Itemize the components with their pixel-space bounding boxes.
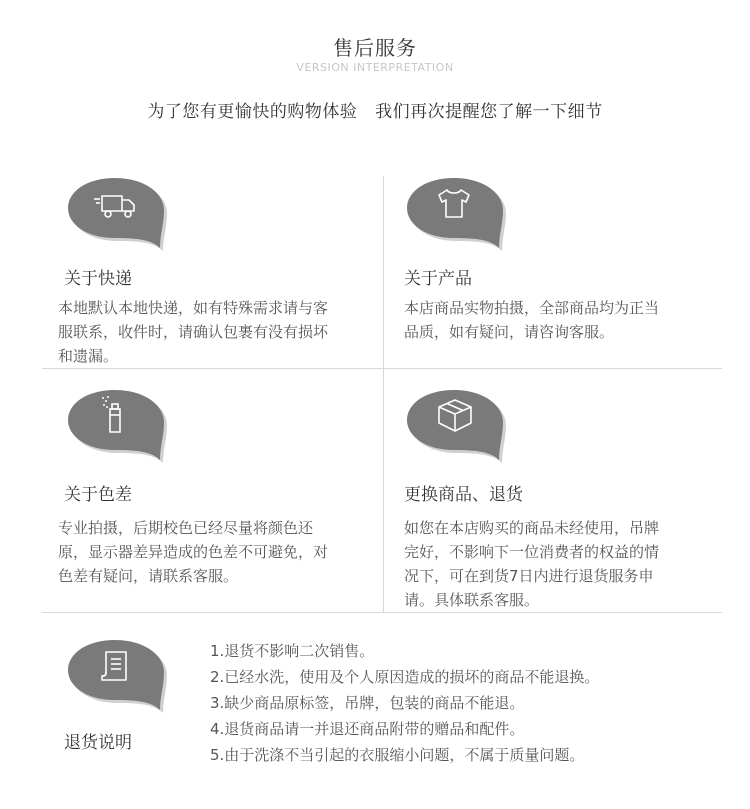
delivery-truck-icon [64,168,168,252]
horizontal-divider-middle [42,368,722,369]
returns-rule: 1.退货不影响二次销售。 [210,642,375,660]
tshirt-icon [403,168,507,252]
card-title-color: 关于色差 [64,485,132,505]
horizontal-divider-bottom [42,612,722,613]
card-title-product: 关于产品 [404,269,472,289]
returns-rule: 2.已经水洗，使用及个人原因造成的损坏的商品不能退换。 [210,668,600,686]
package-box-icon [403,380,507,464]
document-list-icon [64,630,168,714]
spray-bottle-icon [64,380,168,464]
returns-title: 退货说明 [64,733,132,753]
page-subtitle: VERSION INTERPRETATION [296,61,454,74]
returns-rule: 4.退货商品请一并退还商品附带的赠品和配件。 [210,720,525,738]
card-text-delivery: 本地默认本地快递，如有特殊需求请与客 服联系，收件时，请确认包裹有没有损坏 和遗漏。 [58,299,329,365]
returns-rule: 3.缺少商品原标签，吊牌，包装的商品不能退。 [210,694,525,712]
vertical-divider [383,176,384,612]
card-title-delivery: 关于快递 [64,269,132,289]
card-text-color: 专业拍摄，后期校色已经尽量将颜色还 原，显示器差异造成的色差不可避免，对 色差有疑问，请联系客服。 [58,519,329,585]
card-text-exchange: 如您在本店购买的商品未经使用，吊牌 完好，不影响下一位消费者的权益的情 况下，可在到货7日内进行退货服务申 请。具体联系客服。 [404,519,660,609]
card-title-exchange: 更换商品、退货 [404,485,523,505]
returns-rules-list [210,638,599,768]
tagline: 为了您有更愉快的购物体验 我们再次提醒您了解一下细节 [147,102,603,122]
page-title: 售后服务 [333,36,417,60]
returns-rule: 5.由于洗涤不当引起的衣服缩小问题，不属于质量问题。 [210,746,585,764]
card-text-product: 本店商品实物拍摄，全部商品均为正当 品质，如有疑问，请咨询客服。 [404,299,660,341]
